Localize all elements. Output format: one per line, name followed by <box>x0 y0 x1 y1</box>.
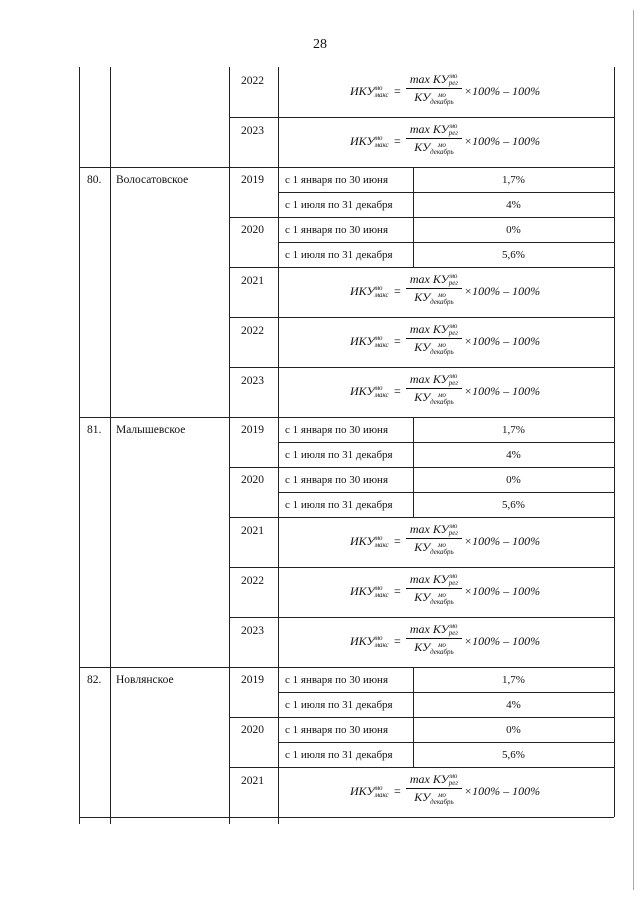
formula-numerator <box>406 121 462 139</box>
formula-part: КУ <box>414 540 431 555</box>
formula-part: мо <box>449 322 458 331</box>
formula-part: декабрь <box>430 347 454 356</box>
formula-part: мо <box>437 290 446 299</box>
formula-fraction <box>406 771 462 806</box>
formula-indices <box>430 542 454 556</box>
formula-part: декабрь <box>430 797 454 806</box>
formula-numerator <box>406 771 462 789</box>
formula-part: ×100% – 100% <box>464 334 541 348</box>
formula-part: КУ <box>414 790 431 805</box>
formula-equals <box>394 84 401 99</box>
formula-numerator <box>406 321 462 339</box>
formula-part: мо <box>449 522 458 531</box>
formula-part: мо <box>374 634 383 643</box>
formula-part: max КУ <box>409 272 449 286</box>
formula-part: max КУ <box>409 772 449 786</box>
formula-part: мо <box>437 640 446 649</box>
formula-part: мо <box>449 622 458 631</box>
table-border <box>229 717 614 718</box>
formula-indices <box>430 342 454 356</box>
formula-part: декабрь <box>430 147 454 156</box>
year-cell: 2022 <box>241 325 264 337</box>
formula-rhs <box>464 634 540 649</box>
period-cell: с 1 июля по 31 декабря <box>285 699 393 711</box>
formula-lhs <box>350 584 389 599</box>
formula-fraction <box>406 321 462 356</box>
formula-part: = <box>394 534 401 548</box>
year-cell: 2019 <box>241 674 264 686</box>
formula-denominator <box>406 589 462 605</box>
formula-iku-max <box>278 317 614 366</box>
formula-indices <box>430 792 454 806</box>
formula-part: мо <box>449 372 458 381</box>
year-cell: 2021 <box>241 525 264 537</box>
formula-indices <box>449 73 458 87</box>
formula-lhs <box>350 334 389 349</box>
formula-part: ИКУ <box>350 534 375 548</box>
formula-denominator <box>406 289 462 305</box>
formula-part: = <box>394 784 401 798</box>
formula-part: ИКУ <box>350 134 375 148</box>
table-border <box>614 367 615 417</box>
formula-iku-max <box>278 767 614 816</box>
table-border <box>79 667 229 668</box>
formula-part: ×100% – 100% <box>464 534 541 548</box>
value-cell: 5,6% <box>502 749 525 761</box>
formula-part: = <box>394 584 401 598</box>
formula-lhs <box>350 84 389 99</box>
formula-fraction <box>406 521 462 556</box>
formula-iku-max <box>278 117 614 166</box>
formula-part: мо <box>449 572 458 581</box>
value-cell: 4% <box>506 199 521 211</box>
formula-indices <box>449 273 458 287</box>
formula-part: мо <box>437 540 446 549</box>
formula-part: макс <box>374 541 389 550</box>
formula-lhs <box>350 534 389 549</box>
formula-part: рег <box>448 329 459 338</box>
formula-indices <box>449 773 458 787</box>
period-cell: с 1 июля по 31 декабря <box>285 199 393 211</box>
formula-indices <box>430 592 454 606</box>
table-border <box>79 817 229 818</box>
formula-part: = <box>394 84 401 98</box>
formula-rhs <box>464 584 540 599</box>
formula-part: мо <box>449 772 458 781</box>
formula-lhs <box>350 784 389 799</box>
value-cell: 0% <box>506 474 521 486</box>
formula-iku-max <box>278 367 614 416</box>
table-border <box>614 67 615 117</box>
page-number: 28 <box>313 37 327 52</box>
table-border <box>614 167 615 217</box>
table-border <box>229 67 230 824</box>
formula-indices <box>375 785 389 799</box>
formula-equals <box>394 384 401 399</box>
formula-part: мо <box>374 334 383 343</box>
formula-rhs <box>464 284 540 299</box>
formula-part: ИКУ <box>350 384 375 398</box>
table-border <box>278 492 614 493</box>
year-cell: 2021 <box>241 775 264 787</box>
formula-part: рег <box>448 129 459 138</box>
table-border <box>614 567 615 617</box>
formula-part: max КУ <box>409 622 449 636</box>
formula-part: ИКУ <box>350 584 375 598</box>
formula-part: КУ <box>414 140 431 155</box>
formula-indices <box>430 142 454 156</box>
formula-indices <box>430 392 454 406</box>
formula-part: рег <box>448 279 459 288</box>
year-cell: 2023 <box>241 375 264 387</box>
formula-part: рег <box>448 379 459 388</box>
period-cell: с 1 января по 30 июня <box>285 224 389 236</box>
formula-part: макс <box>374 641 389 650</box>
value-cell: 0% <box>506 224 521 236</box>
formula-lhs <box>350 284 389 299</box>
period-cell: с 1 января по 30 июня <box>285 174 389 186</box>
formula-part: декабрь <box>430 397 454 406</box>
formula-part: рег <box>448 79 459 88</box>
formula-part: КУ <box>414 390 431 405</box>
formula-part: ×100% – 100% <box>464 384 541 398</box>
value-cell: 4% <box>506 449 521 461</box>
formula-part: max КУ <box>409 122 449 136</box>
year-cell: 2020 <box>241 224 264 236</box>
formula-part: декабрь <box>430 547 454 556</box>
formula-rhs <box>464 534 540 549</box>
formula-fraction <box>406 71 462 106</box>
formula-indices <box>375 585 389 599</box>
value-cell: 1,7% <box>502 174 525 186</box>
formula-equals <box>394 584 401 599</box>
formula-lhs <box>350 134 389 149</box>
formula-part: КУ <box>414 340 431 355</box>
formula-part: max КУ <box>409 322 449 336</box>
formula-iku-max <box>278 67 614 116</box>
table-border <box>229 467 614 468</box>
formula-indices <box>375 135 389 149</box>
formula-denominator <box>406 389 462 405</box>
period-cell: с 1 июля по 31 декабря <box>285 249 393 261</box>
formula-part: ×100% – 100% <box>464 134 541 148</box>
formula-part: ИКУ <box>350 784 375 798</box>
formula-part: max КУ <box>409 572 449 586</box>
formula-denominator <box>406 89 462 105</box>
formula-part: мо <box>374 384 383 393</box>
formula-fraction <box>406 371 462 406</box>
table-border <box>614 217 615 267</box>
year-cell: 2022 <box>241 75 264 87</box>
formula-equals <box>394 284 401 299</box>
formula-indices <box>375 385 389 399</box>
formula-numerator <box>406 71 462 89</box>
period-cell: с 1 января по 30 июня <box>285 724 389 736</box>
formula-part: мо <box>437 140 446 149</box>
period-cell: с 1 января по 30 июня <box>285 474 389 486</box>
formula-part: мо <box>437 590 446 599</box>
formula-part: рег <box>448 529 459 538</box>
formula-part: макс <box>374 591 389 600</box>
formula-part: рег <box>448 629 459 638</box>
formula-part: КУ <box>414 640 431 655</box>
row-number: 82. <box>87 674 102 686</box>
table-border <box>278 692 614 693</box>
formula-indices <box>449 623 458 637</box>
formula-part: мо <box>374 284 383 293</box>
formula-part: ×100% – 100% <box>464 84 541 98</box>
formula-iku-max <box>278 567 614 616</box>
formula-numerator <box>406 521 462 539</box>
formula-part: макс <box>374 91 389 100</box>
formula-part: = <box>394 134 401 148</box>
formula-part: КУ <box>414 290 431 305</box>
formula-indices <box>449 523 458 537</box>
formula-indices <box>375 335 389 349</box>
table-border <box>229 417 614 418</box>
period-cell: с 1 января по 30 июня <box>285 674 389 686</box>
table-border <box>79 167 229 168</box>
formula-lhs <box>350 384 389 399</box>
formula-part: = <box>394 334 401 348</box>
table-border <box>79 67 80 824</box>
formula-part: мо <box>374 784 383 793</box>
formula-iku-max <box>278 267 614 316</box>
formula-part: ×100% – 100% <box>464 784 541 798</box>
formula-part: = <box>394 634 401 648</box>
formula-part: ×100% – 100% <box>464 284 541 298</box>
formula-equals <box>394 784 401 799</box>
table-border <box>229 167 614 168</box>
formula-fraction <box>406 121 462 156</box>
formula-part: ИКУ <box>350 634 375 648</box>
formula-part: ×100% – 100% <box>464 634 541 648</box>
formula-fraction <box>406 571 462 606</box>
period-cell: с 1 июля по 31 декабря <box>285 449 393 461</box>
formula-part: мо <box>449 122 458 131</box>
year-cell: 2023 <box>241 625 264 637</box>
value-cell: 5,6% <box>502 499 525 511</box>
value-cell: 4% <box>506 699 521 711</box>
formula-part: ИКУ <box>350 284 375 298</box>
formula-part: макс <box>374 291 389 300</box>
formula-part: рег <box>448 579 459 588</box>
municipality-name: Волосатовское <box>116 174 189 186</box>
formula-numerator <box>406 621 462 639</box>
formula-part: ИКУ <box>350 334 375 348</box>
formula-rhs <box>464 384 540 399</box>
value-cell: 1,7% <box>502 424 525 436</box>
formula-part: мо <box>437 390 446 399</box>
period-cell: с 1 июля по 31 декабря <box>285 749 393 761</box>
formula-part: max КУ <box>409 372 449 386</box>
formula-indices <box>430 92 454 106</box>
formula-fraction <box>406 621 462 656</box>
period-cell: с 1 июля по 31 декабря <box>285 499 393 511</box>
row-number: 80. <box>87 174 102 186</box>
formula-part: макс <box>374 791 389 800</box>
year-cell: 2020 <box>241 474 264 486</box>
formula-part: КУ <box>414 90 431 105</box>
formula-denominator <box>406 789 462 805</box>
tariff-index-table <box>79 67 614 824</box>
formula-part: мо <box>437 340 446 349</box>
table-border <box>79 417 229 418</box>
formula-indices <box>449 323 458 337</box>
formula-part: ×100% – 100% <box>464 584 541 598</box>
table-border <box>614 667 615 717</box>
formula-denominator <box>406 339 462 355</box>
formula-part: макс <box>374 391 389 400</box>
formula-part: макс <box>374 141 389 150</box>
formula-part: мо <box>374 534 383 543</box>
scan-edge-mark <box>633 10 634 890</box>
year-cell: 2022 <box>241 575 264 587</box>
table-border <box>614 267 615 317</box>
formula-numerator <box>406 571 462 589</box>
row-number: 81. <box>87 424 102 436</box>
formula-part: макс <box>374 341 389 350</box>
formula-part: декабрь <box>430 647 454 656</box>
formula-part: мо <box>449 72 458 81</box>
formula-rhs <box>464 334 540 349</box>
table-border <box>614 717 615 767</box>
formula-part: = <box>394 384 401 398</box>
formula-part: мо <box>437 790 446 799</box>
table-border <box>229 817 614 818</box>
formula-indices <box>375 535 389 549</box>
formula-part: max КУ <box>409 72 449 86</box>
formula-part: max КУ <box>409 522 449 536</box>
formula-indices <box>449 123 458 137</box>
table-border <box>278 742 614 743</box>
formula-indices <box>430 642 454 656</box>
formula-part: декабрь <box>430 97 454 106</box>
formula-fraction <box>406 271 462 306</box>
formula-numerator <box>406 271 462 289</box>
formula-part: рег <box>448 779 459 788</box>
table-border <box>614 617 615 667</box>
formula-part: мо <box>374 134 383 143</box>
year-cell: 2020 <box>241 724 264 736</box>
formula-part: ИКУ <box>350 84 375 98</box>
formula-numerator <box>406 371 462 389</box>
formula-iku-max <box>278 517 614 566</box>
formula-part: мо <box>449 272 458 281</box>
table-border <box>614 517 615 567</box>
table-border <box>614 317 615 367</box>
table-border <box>278 242 614 243</box>
value-cell: 1,7% <box>502 674 525 686</box>
formula-part: мо <box>374 84 383 93</box>
year-cell: 2023 <box>241 125 264 137</box>
formula-part: декабрь <box>430 297 454 306</box>
formula-part: КУ <box>414 590 431 605</box>
formula-rhs <box>464 784 540 799</box>
formula-denominator <box>406 139 462 155</box>
formula-indices <box>430 292 454 306</box>
table-border <box>229 217 614 218</box>
formula-indices <box>375 85 389 99</box>
formula-iku-max <box>278 617 614 666</box>
table-border <box>278 442 614 443</box>
municipality-name: Малышевское <box>116 424 186 436</box>
table-border <box>614 117 615 167</box>
formula-equals <box>394 534 401 549</box>
year-cell: 2021 <box>241 275 264 287</box>
value-cell: 5,6% <box>502 249 525 261</box>
table-border <box>614 467 615 517</box>
period-cell: с 1 января по 30 июня <box>285 424 389 436</box>
table-border <box>110 67 111 824</box>
formula-denominator <box>406 539 462 555</box>
year-cell: 2019 <box>241 424 264 436</box>
formula-indices <box>375 635 389 649</box>
formula-indices <box>449 373 458 387</box>
formula-lhs <box>350 634 389 649</box>
formula-part: = <box>394 284 401 298</box>
formula-part: декабрь <box>430 597 454 606</box>
formula-rhs <box>464 84 540 99</box>
table-border <box>229 667 614 668</box>
formula-part: мо <box>437 90 446 99</box>
value-cell: 0% <box>506 724 521 736</box>
formula-equals <box>394 134 401 149</box>
formula-rhs <box>464 134 540 149</box>
formula-equals <box>394 334 401 349</box>
table-border <box>278 192 614 193</box>
formula-part: мо <box>374 584 383 593</box>
formula-equals <box>394 634 401 649</box>
table-border <box>278 67 279 824</box>
formula-denominator <box>406 639 462 655</box>
formula-indices <box>375 285 389 299</box>
municipality-name: Новлянское <box>116 674 174 686</box>
table-border <box>614 767 615 817</box>
table-border <box>614 417 615 467</box>
formula-indices <box>449 573 458 587</box>
year-cell: 2019 <box>241 174 264 186</box>
